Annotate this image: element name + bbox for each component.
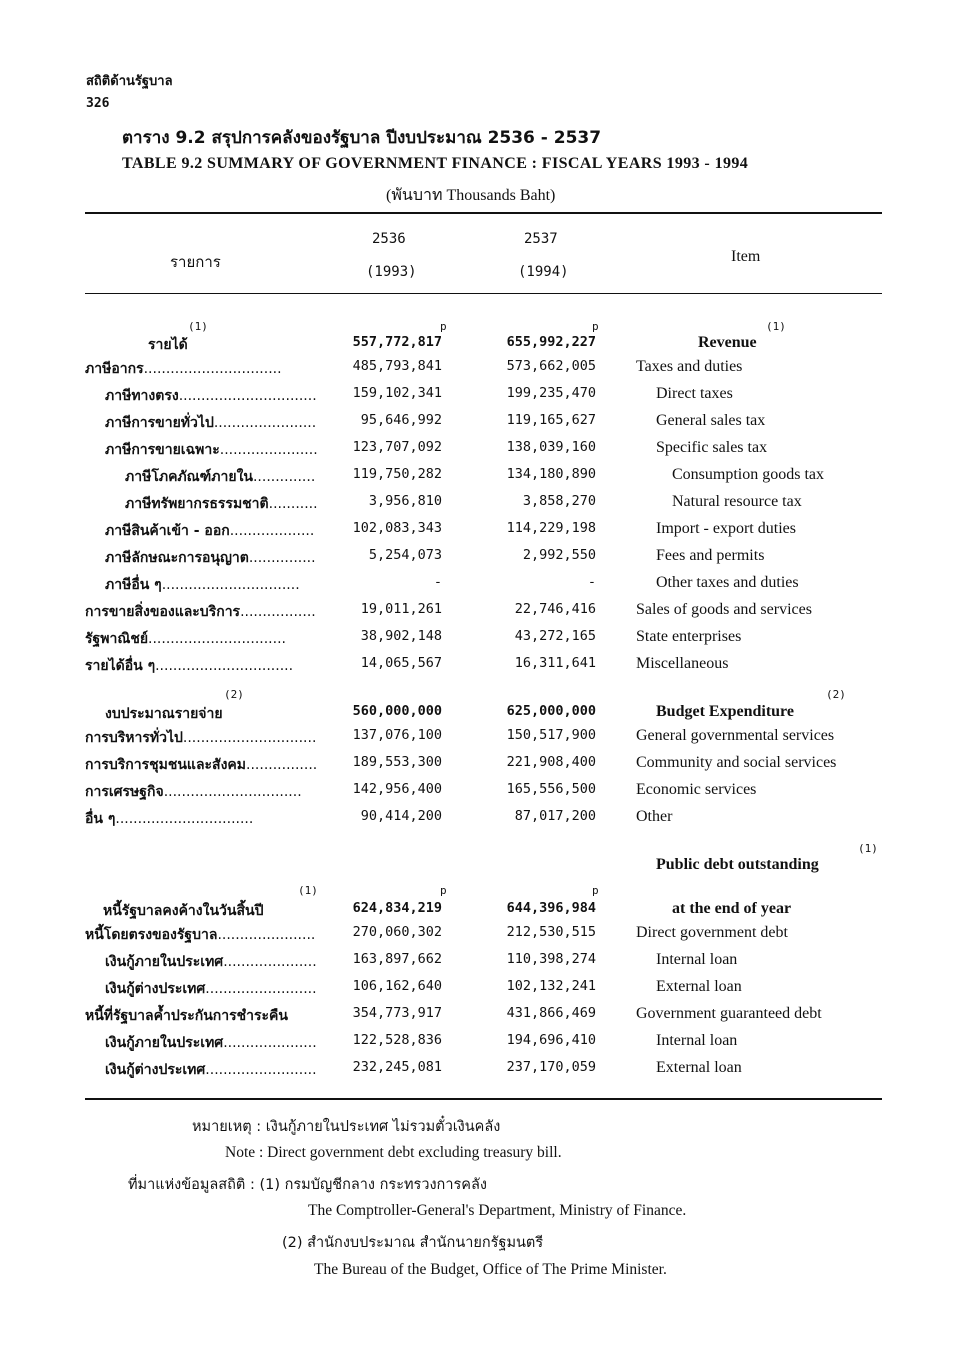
row-label-thai: เงินกู้ต่างประเทศ xyxy=(105,981,206,997)
table-row xyxy=(0,628,966,655)
leader-dots: ............................... xyxy=(115,811,254,827)
source-english-2: The Bureau of the Budget, Office of The Prime Minister. xyxy=(314,1261,667,1278)
row-label-english: Fees and permits xyxy=(656,547,765,564)
value-1993: 5,254,073 xyxy=(368,547,442,563)
value-1994: 212,530,515 xyxy=(506,924,596,940)
table-row xyxy=(0,754,966,781)
value-1994: 194,696,410 xyxy=(506,1032,596,1048)
row-label-english: Budget Expenditure xyxy=(656,703,794,720)
value-1993: 163,897,662 xyxy=(352,951,442,967)
table-row xyxy=(0,358,966,385)
prelim-marker-debt-1993: p xyxy=(440,884,447,897)
value-1993: 95,646,992 xyxy=(360,412,442,428)
row-label-english: State enterprises xyxy=(636,628,742,645)
leader-dots: .............. xyxy=(252,469,316,485)
value-1993: 123,707,092 xyxy=(352,439,442,455)
row-label-english: Other taxes and duties xyxy=(656,574,799,591)
row-label-thai: การเศรษฐกิจ xyxy=(85,784,164,800)
row-label-thai: รายได้อื่น ๆ xyxy=(85,658,156,674)
value-1993: 90,414,200 xyxy=(360,808,442,824)
row-label-english: Miscellaneous xyxy=(636,655,729,672)
row-label-english: Government guaranteed debt xyxy=(636,1005,822,1022)
value-1994: 655,992,227 xyxy=(506,334,596,350)
leader-dots: .............................. xyxy=(182,730,317,746)
row-label-thai: ภาษีทรัพยากรธรรมชาติ xyxy=(125,496,269,512)
row-label-thai: หนี้โดยตรงของรัฐบาล xyxy=(85,927,218,943)
leader-dots: ..................... xyxy=(223,1035,317,1051)
row-label-thai: อื่น ๆ xyxy=(85,811,116,827)
note-english: Note : Direct government debt excluding treasury bill. xyxy=(225,1144,562,1161)
row-label-thai: หนี้รัฐบาลคงค้างในวันสิ้นปี xyxy=(103,903,264,919)
col-item-english: Item xyxy=(731,248,761,265)
table-row xyxy=(0,808,966,835)
row-label-english: Revenue xyxy=(698,334,757,351)
value-1994: 102,132,241 xyxy=(506,978,596,994)
value-1993: 102,083,343 xyxy=(352,520,442,536)
footnotes xyxy=(0,1105,966,1305)
leader-dots: ................ xyxy=(246,757,318,773)
debt-heading-english: Public debt outstanding xyxy=(656,856,819,873)
note-thai: หมายเหตุ : เงินกู้ภายในประเทศ ไม่รวมตั๋วเงินคลัง xyxy=(192,1119,501,1135)
row-label-english: Natural resource tax xyxy=(672,493,802,510)
table-row xyxy=(0,574,966,601)
finance-table xyxy=(0,310,966,1090)
note-marker-revenue: (1) xyxy=(188,320,208,333)
row-label-english: Consumption goods tax xyxy=(672,466,825,483)
value-1993: 159,102,341 xyxy=(352,385,442,401)
source-english-1: The Comptroller-General's Department, Ministry of Finance. xyxy=(308,1202,687,1219)
row-label-thai: ภาษีการขายทั่วไป xyxy=(105,415,214,431)
row-label-thai: การบริหารทั่วไป xyxy=(85,730,183,746)
note-marker-budget: (2) xyxy=(224,688,244,701)
col-year2-thai: 2537 xyxy=(524,231,558,247)
row-label-thai: ภาษีลักษณะการอนุญาต xyxy=(105,550,249,566)
row-label-thai: หนี้ที่รัฐบาลค้ำประกันการชำระคืน xyxy=(85,1008,288,1024)
value-1994: 3,858,270 xyxy=(522,493,596,509)
value-1994: 431,866,469 xyxy=(506,1005,596,1021)
leader-dots: ..................... xyxy=(223,954,317,970)
value-1994: 16,311,641 xyxy=(514,655,596,671)
leader-dots: ...................... xyxy=(217,927,316,943)
table-row xyxy=(0,900,966,927)
row-label-english: Direct taxes xyxy=(656,385,733,402)
table-row xyxy=(0,951,966,978)
table-row xyxy=(0,655,966,682)
value-1993: 270,060,302 xyxy=(352,924,442,940)
value-1994: 2,992,550 xyxy=(522,547,596,563)
header-rule xyxy=(85,293,882,294)
leader-dots: ............................... xyxy=(155,658,294,674)
row-label-thai: ภาษีอากร xyxy=(85,361,144,377)
row-label-thai: ภาษีสินค้าเข้า - ออก xyxy=(105,523,230,539)
value-1994: 573,662,005 xyxy=(506,358,596,374)
note-marker-debt: (1) xyxy=(298,884,318,897)
leader-dots: ................. xyxy=(240,604,316,620)
value-1993: 189,553,300 xyxy=(352,754,442,770)
col-item-thai: รายการ xyxy=(170,253,221,271)
leader-dots: ............................... xyxy=(163,784,302,800)
value-1993: 3,956,810 xyxy=(368,493,442,509)
page-header xyxy=(0,0,966,210)
row-label-thai: เงินกู้ภายในประเทศ xyxy=(105,1035,224,1051)
row-label-english: Community and social services xyxy=(636,754,837,771)
row-label-english: Sales of goods and services xyxy=(636,601,812,618)
row-label-english: General governmental services xyxy=(636,727,835,744)
value-1994: 22,746,416 xyxy=(514,601,596,617)
row-label-english: Other xyxy=(636,808,673,825)
row-label-english: Internal loan xyxy=(656,951,738,968)
value-1993: 354,773,917 xyxy=(352,1005,442,1021)
value-1994: 625,000,000 xyxy=(506,703,596,719)
section-name: สถิติด้านรัฐบาล xyxy=(86,74,173,89)
table-row xyxy=(0,1059,966,1086)
col-year1-thai: 2536 xyxy=(372,231,406,247)
value-1994: 114,229,198 xyxy=(506,520,596,536)
title-english: TABLE 9.2 SUMMARY OF GOVERNMENT FINANCE : FISCAL YEARS 1993 - 1994 xyxy=(122,155,749,172)
leader-dots: ............................... xyxy=(161,577,300,593)
value-1993: 137,076,100 xyxy=(352,727,442,743)
table-row xyxy=(0,978,966,1005)
row-label-thai: รายได้ xyxy=(148,337,188,353)
title-thai: ตาราง 9.2 สรุปการคลังของรัฐบาล ปีงบประมาณ 2536 - 2537 xyxy=(122,128,602,148)
row-label-english: at the end of year xyxy=(672,900,792,917)
value-1994: 165,556,500 xyxy=(506,781,596,797)
prelim-marker-debt-1994: p xyxy=(592,884,599,897)
value-1993: 142,956,400 xyxy=(352,781,442,797)
value-1994: 644,396,984 xyxy=(506,900,596,916)
table-row xyxy=(0,601,966,628)
value-1993: 119,750,282 xyxy=(352,466,442,482)
table-row xyxy=(0,781,966,808)
value-1994: 43,272,165 xyxy=(514,628,596,644)
col-year1-english: (1993) xyxy=(366,264,417,280)
value-1994: 87,017,200 xyxy=(514,808,596,824)
table-row xyxy=(0,547,966,574)
row-label-english: External loan xyxy=(656,1059,742,1076)
value-1994: 150,517,900 xyxy=(506,727,596,743)
top-rule xyxy=(85,212,882,214)
table-row xyxy=(0,1032,966,1059)
table-row xyxy=(0,1005,966,1032)
col-year2-english: (1994) xyxy=(518,264,569,280)
prelim-marker-1994: p xyxy=(592,320,599,333)
table-row xyxy=(0,727,966,754)
value-1993: 485,793,841 xyxy=(352,358,442,374)
note-marker-budget-en: (2) xyxy=(826,688,846,701)
units-label: (พันบาท Thousands Baht) xyxy=(386,187,556,204)
value-1994: 199,235,470 xyxy=(506,385,596,401)
value-1994: - xyxy=(587,574,596,590)
row-label-english: General sales tax xyxy=(656,412,766,429)
note-marker-revenue-en: (1) xyxy=(766,320,786,333)
value-1993: 122,528,836 xyxy=(352,1032,442,1048)
table-row xyxy=(0,334,966,361)
source-thai-1: ที่มาแห่งข้อมูลสถิติ : (1) กรมบัญชีกลาง กระทรวงการคลัง xyxy=(128,1177,487,1193)
row-label-english: Internal loan xyxy=(656,1032,738,1049)
leader-dots: ....................... xyxy=(213,415,317,431)
row-label-thai: ภาษีโภคภัณฑ์ภายใน xyxy=(125,469,253,485)
value-1993: 560,000,000 xyxy=(352,703,442,719)
value-1994: 138,039,160 xyxy=(506,439,596,455)
prelim-marker-1993: p xyxy=(440,320,447,333)
value-1994: 110,398,274 xyxy=(506,951,596,967)
leader-dots: ............................... xyxy=(148,631,286,647)
table-row xyxy=(0,520,966,547)
bottom-rule xyxy=(85,1098,882,1100)
leader-dots: ......................... xyxy=(205,981,317,997)
value-1994: 134,180,890 xyxy=(506,466,596,482)
value-1994: 119,165,627 xyxy=(506,412,596,428)
value-1993: 624,834,219 xyxy=(352,900,442,916)
row-label-thai: งบประมาณรายจ่าย xyxy=(105,706,223,722)
table-row xyxy=(0,385,966,412)
leader-dots: ............................... xyxy=(178,388,317,404)
row-label-thai: ภาษีทางตรง xyxy=(105,388,179,404)
note-marker-debt-en: (1) xyxy=(858,842,878,855)
row-label-thai: เงินกู้ต่างประเทศ xyxy=(105,1062,206,1078)
value-1993: 557,772,817 xyxy=(352,334,442,350)
row-label-thai: ภาษีการขายเฉพาะ xyxy=(105,442,220,458)
row-label-english: External loan xyxy=(656,978,742,995)
row-label-thai: การขายสิ่งของและบริการ xyxy=(85,604,241,620)
row-label-english: Taxes and duties xyxy=(636,358,743,375)
source-thai-2: (2) สำนักงบประมาณ สำนักนายกรัฐมนตรี xyxy=(282,1235,544,1251)
table-row xyxy=(0,924,966,951)
page-number: 326 xyxy=(86,96,110,111)
leader-dots: ......................... xyxy=(205,1062,317,1078)
row-label-english: Direct government debt xyxy=(636,924,788,941)
table-row xyxy=(0,703,966,730)
leader-dots: ............... xyxy=(248,550,316,566)
value-1993: 14,065,567 xyxy=(360,655,442,671)
value-1993: 232,245,081 xyxy=(352,1059,442,1075)
leader-dots: ...................... xyxy=(219,442,318,458)
row-label-english: Specific sales tax xyxy=(656,439,768,456)
value-1993: 106,162,640 xyxy=(352,978,442,994)
value-1993: 19,011,261 xyxy=(360,601,442,617)
table-row xyxy=(0,439,966,466)
value-1994: 221,908,400 xyxy=(506,754,596,770)
value-1993: - xyxy=(433,574,442,590)
row-label-english: Economic services xyxy=(636,781,757,798)
leader-dots: ............................... xyxy=(143,361,282,377)
table-row xyxy=(0,493,966,520)
row-label-thai: รัฐพาณิชย์ xyxy=(85,631,149,647)
value-1993: 38,902,148 xyxy=(360,628,442,644)
row-label-thai: การบริการชุมชนและสังคม xyxy=(85,757,247,773)
leader-dots: ........... xyxy=(268,496,318,512)
row-label-thai: ภาษีอื่น ๆ xyxy=(105,577,162,593)
leader-dots: ................... xyxy=(229,523,315,539)
table-row xyxy=(0,466,966,493)
value-1994: 237,170,059 xyxy=(506,1059,596,1075)
row-label-thai: เงินกู้ภายในประเทศ xyxy=(105,954,224,970)
row-label-english: Import - export duties xyxy=(656,520,796,537)
table-row xyxy=(0,412,966,439)
